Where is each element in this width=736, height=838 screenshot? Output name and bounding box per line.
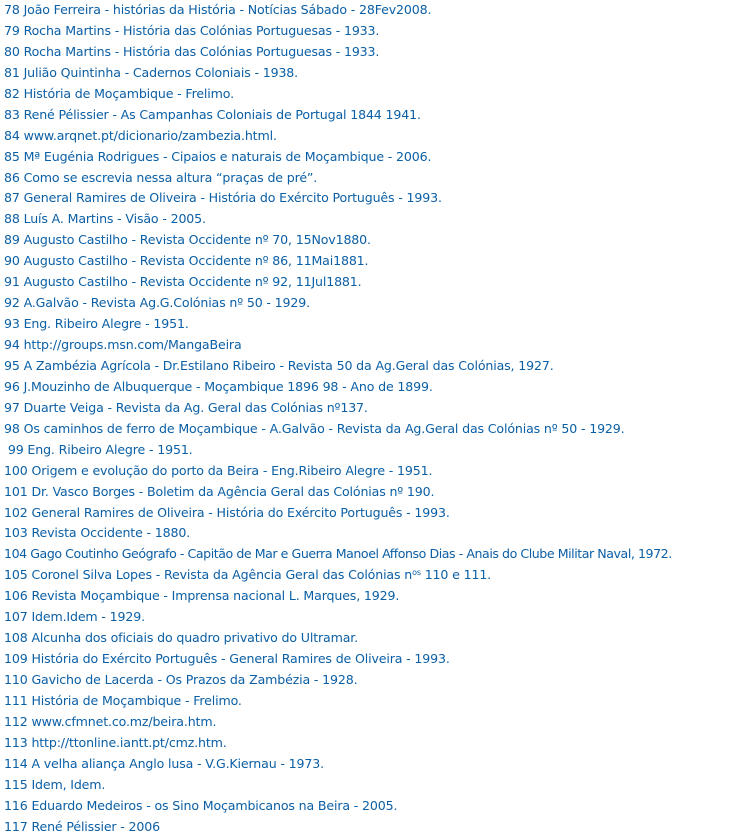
footnote-105-text: 105 Coronel Silva Lopes - Revista da Agência Geral das Colónias n [4, 567, 413, 583]
footnote-85: 85 Mª Eugénia Rodrigues - Cipaios e naturais de Moçambique - 2006. [4, 148, 432, 164]
footnote-105-text-end: 110 e 111. [420, 567, 492, 583]
footnote-80: 80 Rocha Martins - História das Colónias Portuguesas - 1933. [4, 43, 380, 59]
footnote-92: 92 A.Galvão - Revista Ag.G.Colónias nº 50 - 1929. [4, 295, 310, 311]
footnotes-list [4, 0, 672, 838]
footnote-89: 89 Augusto Castilho - Revista Occidente nº 70, 15Nov1880. [4, 232, 371, 248]
footnote-99: 99 Eng. Ribeiro Alegre - 1951. [4, 441, 193, 457]
footnote-84: 84 www.arqnet.pt/dicionario/zambezia.html. [4, 127, 277, 143]
footnote-87: 87 General Ramires de Oliveira - História do Exército Português - 1993. [4, 190, 442, 206]
footnote-100: 100 Origem e evolução do porto da Beira - Eng.Ribeiro Alegre - 1951. [4, 462, 433, 478]
footnote-90: 90 Augusto Castilho - Revista Occidente nº 86, 11Mai1881. [4, 253, 369, 269]
footnote-117: 117 René Pélissier - 2006 [4, 818, 160, 834]
footnote-86: 86 Como se escrevia nessa altura “praças de pré”. [4, 169, 318, 185]
footnote-93: 93 Eng. Ribeiro Alegre - 1951. [4, 316, 189, 332]
footnote-114: 114 A velha aliança Anglo lusa - V.G.Kiernau - 1973. [4, 755, 324, 771]
footnote-97: 97 Duarte Veiga - Revista da Ag. Geral das Colónias nº137. [4, 399, 368, 415]
footnote-88: 88 Luís A. Martins - Visão - 2005. [4, 211, 206, 227]
footnote-83: 83 René Pélissier - As Campanhas Coloniais de Portugal 1844 1941. [4, 106, 421, 122]
footnote-96: 96 J.Mouzinho de Albuquerque - Moçambique 1896 98 - Ano de 1899. [4, 378, 433, 394]
footnote-91: 91 Augusto Castilho - Revista Occidente nº 92, 11Jul1881. [4, 274, 362, 290]
footnote-105-superscript: os [412, 568, 421, 578]
footnote-101: 101 Dr. Vasco Borges - Boletim da Agência Geral das Colónias nº 190. [4, 483, 435, 499]
footnote-82: 82 História de Moçambique - Frelimo. [4, 85, 234, 101]
footnote-108: 108 Alcunha dos oficiais do quadro privativo do Ultramar. [4, 630, 358, 646]
footnote-102: 102 General Ramires de Oliveira - História do Exército Português - 1993. [4, 504, 450, 520]
footnote-107: 107 Idem.Idem - 1929. [4, 609, 145, 625]
footnote-110: 110 Gavicho de Lacerda - Os Prazos da Zambézia - 1928. [4, 672, 358, 687]
footnote-109: 109 História do Exército Português - General Ramires de Oliveira - 1993. [4, 651, 450, 667]
footnote-94: 94 http://groups.msn.com/MangaBeira [4, 337, 242, 352]
footnote-112: 112 www.cfmnet.co.mz/beira.htm. [4, 713, 217, 729]
footnote-98: 98 Os caminhos de ferro de Moçambique - A.Galvão - Revista da Ag.Geral das Colónias nº 50 - 1929. [4, 420, 625, 436]
footnote-78: 78 João Ferreira - histórias da História - Notícias Sábado - 28Fev2008. [4, 2, 432, 17]
footnote-104: 104 Gago Coutinho Geógrafo - Capitão de Mar e Guerra Manoel Affonso Dias - Anais do Clube Militar Naval, 1972. [4, 546, 672, 562]
footnote-103: 103 Revista Occidente - 1880. [4, 525, 191, 541]
footnote-106: 106 Revista Moçambique - Imprensa nacional L. Marques, 1929. [4, 588, 400, 604]
footnote-95: 95 A Zambézia Agrícola - Dr.Estilano Ribeiro - Revista 50 da Ag.Geral das Colónias, 1927. [4, 357, 554, 373]
footnote-116: 116 Eduardo Medeiros - os Sino Moçambicanos na Beira - 2005. [4, 797, 398, 813]
footnote-79: 79 Rocha Martins - História das Colónias Portuguesas - 1933. [4, 22, 380, 38]
footnote-111: 111 História de Moçambique - Frelimo. [4, 692, 242, 708]
footnote-115: 115 Idem, Idem. [4, 776, 106, 792]
footnote-113: 113 http://ttonline.iantt.pt/cmz.htm. [4, 734, 227, 750]
footnote-105 [4, 565, 672, 586]
footnote-81: 81 Julião Quintinha - Cadernos Coloniais - 1938. [4, 64, 299, 80]
